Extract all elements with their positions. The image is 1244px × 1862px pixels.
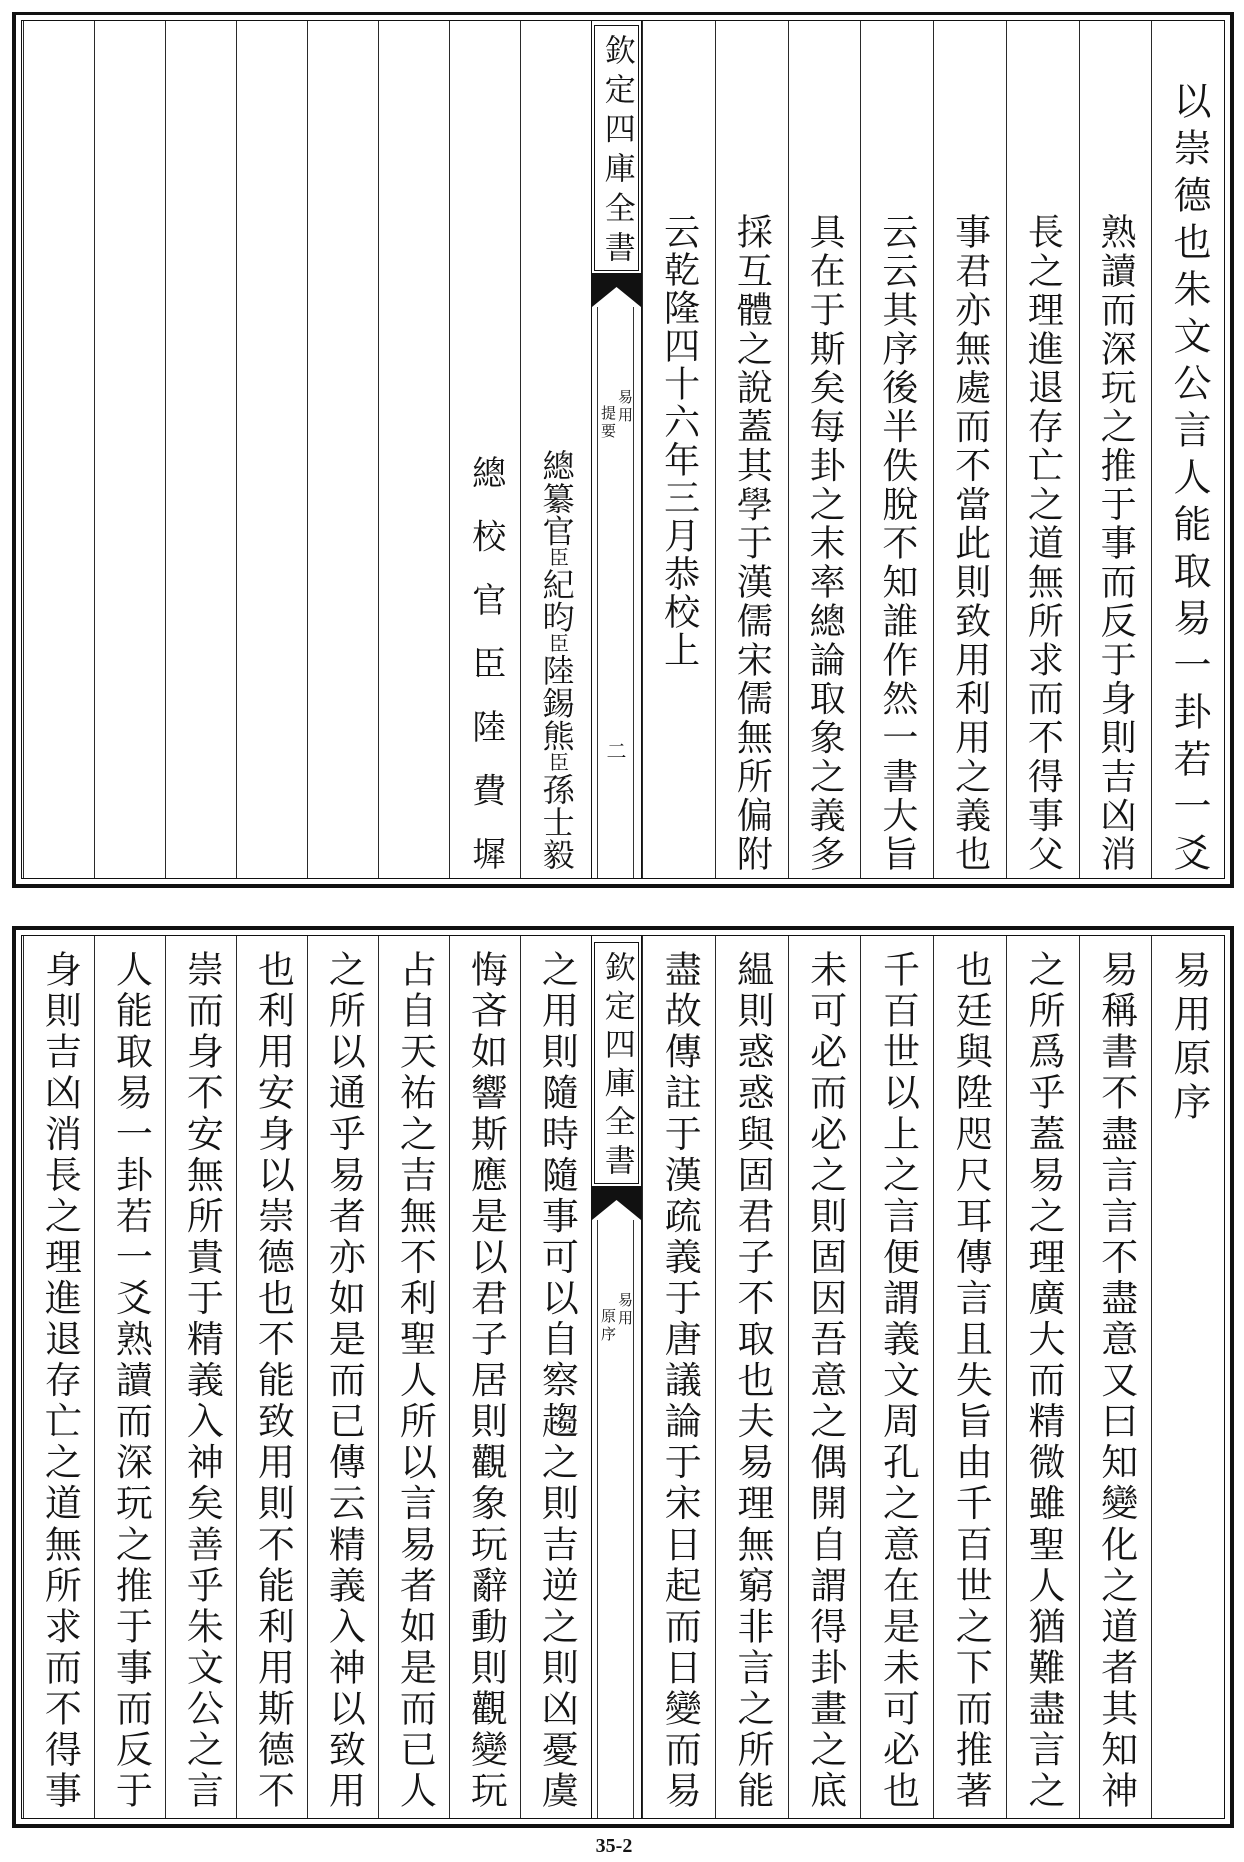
chief-collator: 總校官臣陸費墀 [465,455,506,900]
column-text: 未可必而必之則固因吾意之偶開自謂得卦畫之底 [803,950,847,1813]
fishtail-mark [592,1186,641,1220]
text-column [933,936,1006,1818]
empty-column [378,21,449,878]
text-column [94,936,165,1818]
top-leaf-frame [21,20,1225,900]
text-column [642,936,715,1818]
text-column [1079,21,1152,878]
text-column [933,21,1006,878]
column-text: 悔吝如響斯應是以君子居則觀象玩辭動則觀變玩 [464,950,508,1813]
top-left-half [22,21,591,900]
column-text: 熟讀而深玩之推于事而反于身則吉凶消 [1095,213,1137,874]
column-text: 盡故傳註于漢疏義于唐議論于宋日起而日變而易 [658,950,702,1813]
center-fold [591,21,642,878]
empty-column [236,21,307,878]
text-column [236,936,307,1818]
text-column [449,21,520,900]
text-column [860,936,933,1818]
center-fold [591,936,642,1818]
bottom-leaf [12,926,1234,1828]
fold-section-name: 原序 [599,1308,617,1344]
page-number: 35-2 [595,1835,633,1857]
fold-title-box [594,25,639,271]
text-column [449,936,520,1818]
bottom-right-half [642,936,1224,1818]
text-column [307,936,378,1818]
fold-leaf-number: 二 [606,739,627,763]
top-right-half [642,21,1224,878]
column-text: 身則吉凶消長之理進退存亡之道無所求而不得事 [38,950,82,1813]
column-text: 占自天祐之吉無不利聖人所以言易者如是而已人 [393,950,437,1813]
fishtail-mark [592,273,641,307]
column-text: 人能取易一卦若一爻熟讀而深玩之推于事而反于 [109,950,153,1813]
column-text: 云云其序後半佚脫不知誰作然一書大旨 [876,213,918,874]
text-column [1006,936,1079,1818]
bottom-leaf-frame [21,935,1225,1819]
fold-book-name: 易用 [616,1292,634,1328]
text-column [860,21,933,878]
text-column [165,936,236,1818]
top-leaf [12,12,1234,900]
text-column [1151,21,1224,878]
text-column [788,21,861,878]
text-column [1079,936,1152,1818]
column-text: 之所爲乎蓋易之理廣大而精微雖聖人猶難盡言之 [1021,950,1065,1813]
column-text: 之所以通乎易者亦如是而已傳云精義入神以致用 [322,950,366,1813]
text-column [715,21,788,878]
column-text: 也利用安身以崇德也不能致用則不能利用斯德不 [251,950,295,1813]
column-text: 易稱書不盡言言不盡意又曰知變化之道者其知神 [1094,950,1138,1813]
column-text: 之用則隨時隨事可以自察趨之則吉逆之則凶憂虞 [535,950,579,1813]
fold-rule [597,1220,598,1818]
column-text: 崇而身不安無所貴于精義入神矣善乎朱文公之言 [180,950,224,1813]
preface-title: 易用原序 [1167,950,1212,1126]
fold-title-box [594,942,639,1184]
text-column [23,936,94,1818]
column-text: 以崇德也朱文公言人能取易一卦若一爻 [1167,81,1212,880]
column-text: 採互體之說蓋其學于漢儒宋儒無所偏附 [731,213,773,874]
text-column [520,21,591,878]
empty-column [94,21,165,878]
column-text: 事君亦無處而不當此則致用利用之義也 [949,213,991,874]
empty-column [23,21,94,878]
text-column [1151,936,1224,1818]
empty-column [307,21,378,878]
column-text: 千百世以上之言便謂義文周孔之意在是未可必也 [876,950,920,1813]
fold-section-name: 提要 [599,405,617,441]
text-column [1006,21,1079,878]
fold-rule [597,307,598,878]
column-text: 具在于斯矣每卦之末率總論取象之義多 [804,213,846,874]
text-column [642,21,715,878]
column-text: 也廷與陞咫尺耳傳言且失旨由千百世之下而推著 [949,950,993,1813]
text-column [378,936,449,1818]
text-column [520,936,591,1818]
fold-book-name: 易用 [616,389,634,425]
text-column [715,936,788,1818]
text-column [788,936,861,1818]
column-text: 長之理進退存亡之道無所求而不得事父 [1022,213,1064,874]
empty-column [165,21,236,878]
chief-compilers: 總纂官臣紀昀臣陸錫熊臣孫士毅 [537,449,576,871]
collation-date: 云乾隆四十六年三月恭校上 [658,213,700,669]
bottom-left-half [22,936,591,1818]
column-text: 緼則惑惑與固君子不取也夫易理無窮非言之所能 [730,950,774,1813]
fold-title: 欽定四庫全書 [598,34,635,271]
fold-title: 欽定四庫全書 [598,951,635,1183]
